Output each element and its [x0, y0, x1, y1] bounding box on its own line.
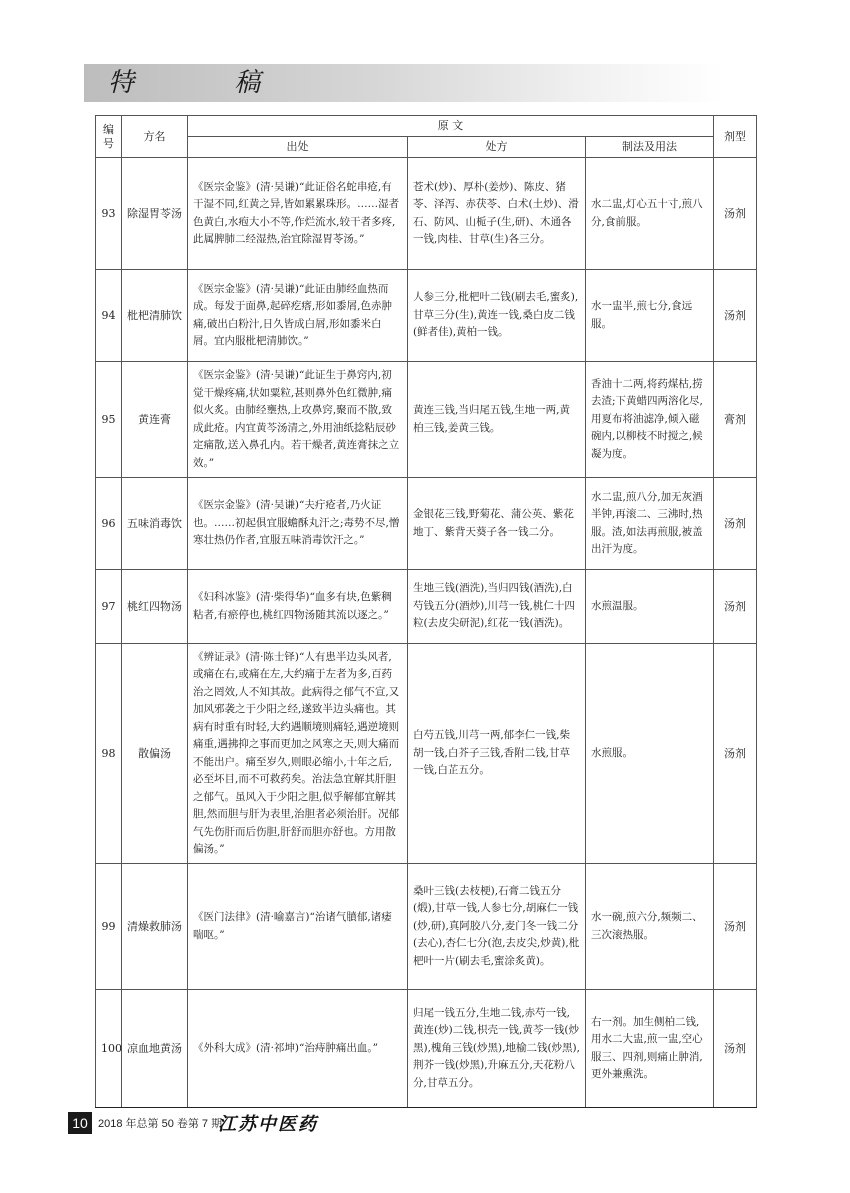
row-source: 《医宗金鉴》(清·吴谦)“夫疔疮者,乃火证也。……初起俱宜服蟾酥丸汗之;毒势不尽,憎寒壮热仍作者,宜服五味消毒饮汗之。” — [188, 478, 408, 570]
header-prescription: 处方 — [408, 137, 586, 158]
header-form: 剂型 — [714, 116, 757, 158]
table-row — [96, 570, 757, 644]
row-prescription: 人参三分,枇杷叶二钱(刷去毛,蜜炙),甘草三分(生),黄连一钱,桑白皮二钱(鲜者佳),黄柏一钱。 — [408, 270, 586, 362]
row-prescription: 黄连三钱,当归尾五钱,生地一两,黄柏三钱,姜黄三钱。 — [408, 362, 586, 478]
page-number: 10 — [68, 1112, 92, 1134]
row-prescription: 归尾一钱五分,生地二钱,赤芍一钱,黄连(炒)二钱,枳壳一钱,黄芩一钱(炒黑),槐角三钱(炒黑),地榆二钱(炒黑),荆芥一钱(炒黑),升麻五分,天花粉八分,甘草五分。 — [408, 990, 586, 1108]
row-form: 汤剂 — [714, 158, 757, 270]
row-method: 香油十二两,将药煤枯,捞去渣;下黄蜡四两溶化尽,用夏布将油滤净,倾入磁碗内,以柳枝不时搅之,候凝为度。 — [586, 362, 714, 478]
table-row — [96, 990, 757, 1108]
row-source: 《医门法律》(清·喻嘉言)“治诸气膹郁,诸痿喘呕。” — [188, 864, 408, 990]
header-method: 制法及用法 — [586, 137, 714, 158]
row-source: 《医宗金鉴》(清·吴谦)“此证由肺经血热而成。每发于面鼻,起碎疙瘩,形如黍屑,色赤肿痛,破出白粉汁,日久皆成白屑,形如黍米白屑。宜内服枇杷清肺饮。” — [188, 270, 408, 362]
row-form: 膏剂 — [714, 362, 757, 478]
row-name: 枇杷清肺饮 — [122, 270, 188, 362]
issue-info: 2018 年总第 50 卷第 7 期 — [98, 1118, 223, 1130]
header-source: 出处 — [188, 137, 408, 158]
row-form: 汤剂 — [714, 644, 757, 864]
table-row — [96, 270, 757, 362]
row-name: 黄连膏 — [122, 362, 188, 478]
row-number: 99 — [96, 864, 122, 990]
row-number: 100 — [96, 990, 122, 1108]
row-form: 汤剂 — [714, 990, 757, 1108]
table-header — [96, 116, 757, 158]
row-prescription: 桑叶三钱(去枝梗),石膏二钱五分(煅),甘草一钱,人参七分,胡麻仁一钱(炒,研),真阿胶八分,麦门冬一钱二分(去心),杏仁七分(泡,去皮尖,炒黄),枇杷叶一片(刷去毛,蜜涂炙黄)。 — [408, 864, 586, 990]
row-number: 98 — [96, 644, 122, 864]
row-number: 95 — [96, 362, 122, 478]
row-number: 93 — [96, 158, 122, 270]
row-prescription: 苍术(炒)、厚朴(姜炒)、陈皮、猪苓、泽泻、赤茯苓、白术(土炒)、滑石、防风、山栀子(生,研)、木通各一钱,肉桂、甘草(生)各三分。 — [408, 158, 586, 270]
row-source: 《医宗金鉴》(清·吴谦)“此证生于鼻窍内,初觉干燥疼痛,状如粟粒,甚则鼻外色红微肿,痛似火炙。由肺经壅热,上攻鼻窍,聚而不散,致成此疮。内宜黄芩汤清之,外用油纸捻粘辰砂定痛散,送入鼻孔内。若干燥者,黄连膏抹之立效。” — [188, 362, 408, 478]
table-body — [96, 158, 757, 1108]
row-prescription: 白芍五钱,川芎一两,郁李仁一钱,柴胡一钱,白芥子三钱,香附二钱,甘草一钱,白芷五分。 — [408, 644, 586, 864]
row-form: 汤剂 — [714, 570, 757, 644]
table-row — [96, 644, 757, 864]
row-form: 汤剂 — [714, 864, 757, 990]
row-name: 五味消毒饮 — [122, 478, 188, 570]
header-original-group: 原 文 — [188, 116, 714, 137]
section-banner — [84, 64, 724, 102]
row-source: 《辨证录》(清·陈士铎)“人有患半边头风者,或痛在右,或痛在左,大约痛于左者为多,百药治之罔效,人不知其故。此病得之郁气不宣,又加风邪袭之于少阳之经,遂致半边头痛也。其病有时重有时轻,大约遇顺境则痛轻,遇逆境则痛重,遇拂抑之事而更加之风寒之天,则大痛而不能出户。痛至岁久,则眼必缩小,十年之后,必至坏目,而不可救药矣。治法急宜解其肝胆之郁气。虽风入于少阳之胆,似乎解郁宜解其胆,然而胆与肝为表里,治胆者必须治肝。况郁气先伤肝而后伤胆,肝舒而胆亦舒也。方用散偏汤。” — [188, 644, 408, 864]
row-prescription: 生地三钱(酒洗),当归四钱(酒洗),白芍钱五分(酒炒),川芎一钱,桃仁十四粒(去皮尖研泥),红花一钱(酒洗)。 — [408, 570, 586, 644]
row-source: 《外科大成》(清·祁坤)“治痔肿痛出血。” — [188, 990, 408, 1108]
row-form: 汤剂 — [714, 478, 757, 570]
header-name: 方名 — [122, 116, 188, 158]
page-footer — [68, 1112, 368, 1134]
row-source: 《妇科冰鉴》(清·柴得华)“血多有块,色紫稠粘者,有瘀停也,桃红四物汤随其流以逐之。” — [188, 570, 408, 644]
section-title: 特 稿 — [108, 68, 307, 98]
row-name: 散偏汤 — [122, 644, 188, 864]
table-row — [96, 864, 757, 990]
table-row — [96, 158, 757, 270]
row-method: 水一碗,煎六分,频频二、三次滚热服。 — [586, 864, 714, 990]
header-number: 编号 — [96, 116, 122, 158]
row-method: 水二盅,灯心五十寸,煎八分,食前服。 — [586, 158, 714, 270]
row-method: 水煎服。 — [586, 644, 714, 864]
row-method: 水二盅,煎八分,加无灰酒半钟,再滚二、三沸时,热服。渣,如法再煎服,被盖出汗为度。 — [586, 478, 714, 570]
row-prescription: 金银花三钱,野菊花、蒲公英、紫花地丁、紫背天葵子各一钱二分。 — [408, 478, 586, 570]
row-method: 水一盅半,煎七分,食远服。 — [586, 270, 714, 362]
row-method: 水煎温服。 — [586, 570, 714, 644]
row-method: 右一剂。加生侧柏二钱,用水二大盅,煎一盅,空心服三、四剂,则痛止肿消,更外兼熏洗。 — [586, 990, 714, 1108]
row-number: 97 — [96, 570, 122, 644]
row-number: 96 — [96, 478, 122, 570]
row-name: 凉血地黄汤 — [122, 990, 188, 1108]
table-row — [96, 362, 757, 478]
row-name: 清燥救肺汤 — [122, 864, 188, 990]
row-form: 汤剂 — [714, 270, 757, 362]
table-row — [96, 478, 757, 570]
row-name: 除湿胃苓汤 — [122, 158, 188, 270]
row-number: 94 — [96, 270, 122, 362]
prescription-table — [95, 115, 757, 1108]
row-name: 桃红四物汤 — [122, 570, 188, 644]
row-source: 《医宗金鉴》(清·吴谦)“此证俗名蛇串疮,有干湿不同,红黄之异,皆如累累珠形。……湿者色黄白,水疱大小不等,作烂流水,较干者多疼,此属脾肺二经湿热,治宜除湿胃苓汤。” — [188, 158, 408, 270]
journal-name: 江苏中医药 — [218, 1114, 318, 1135]
